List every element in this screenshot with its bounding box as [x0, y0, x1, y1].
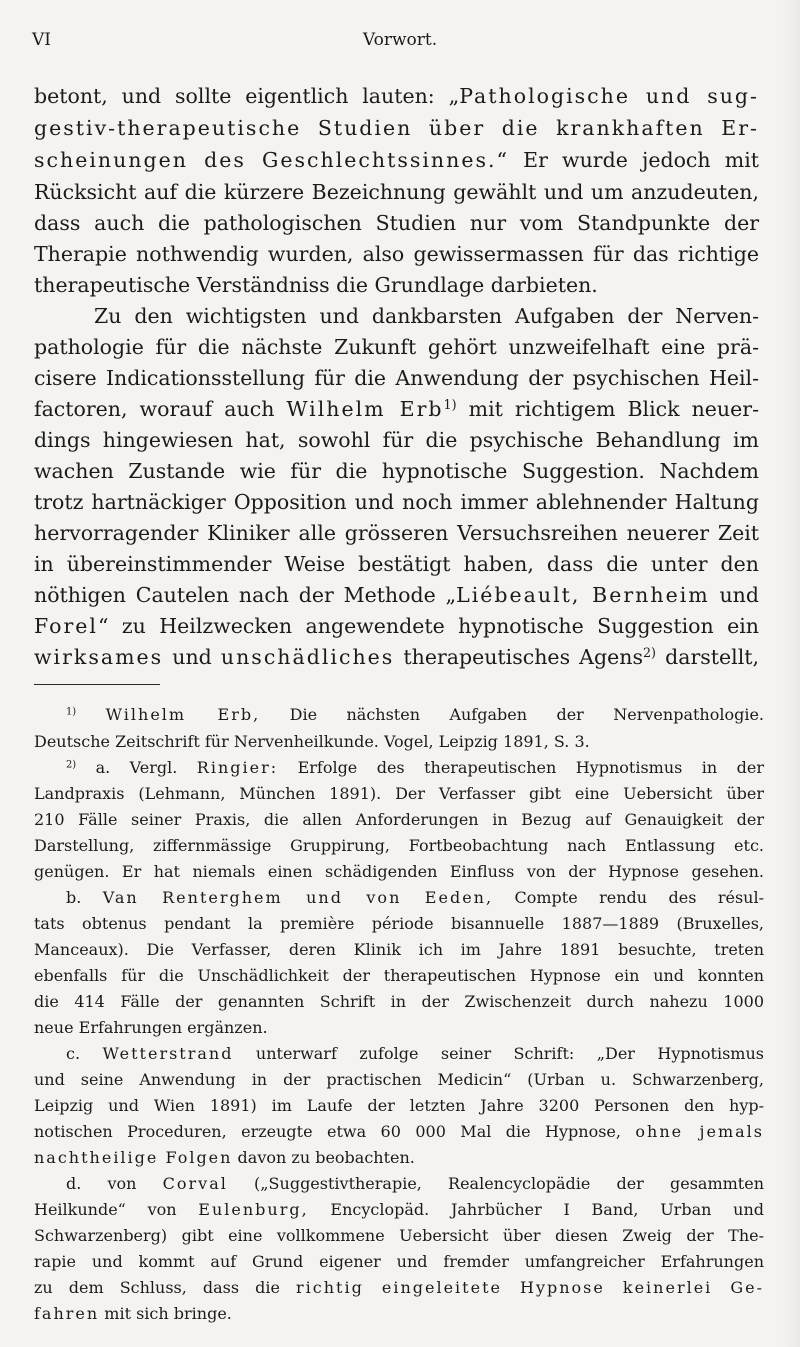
emphasized-phrase: fahren	[34, 1304, 100, 1323]
author-name: Van Renterghem und von Eeden,	[102, 888, 494, 907]
footnote-line: notischen Proceduren, erzeugte etwa 60 000 Mal die Hypnose, ohne jemals	[34, 1122, 764, 1141]
author-name: Liébeault, Bernheim	[456, 583, 710, 607]
page-number: VI	[32, 30, 51, 50]
footnote-line: $^{1)}$ Wilhelm Erb, Die nächsten Aufgaben der Nervenpathologie.	[66, 705, 765, 724]
footnote-line: genügen. Er hat niemals einen schädigenden Einfluss von der Hypnose gesehen.	[34, 862, 764, 881]
footnote-line: neue Erfahrungen ergänzen.	[34, 1018, 268, 1037]
footnote-line: zu dem Schluss, dass die richtig eingeleitete Hypnose keinerlei Ge-	[34, 1278, 764, 1297]
footnote-line: Heilkunde“ von Eulenburg, Encyclopäd. Jahrbücher I Band, Urban und	[34, 1200, 764, 1219]
footnote-line: $^{2)}$ a. Vergl. Ringier: Erfolge des therapeutischen Hypnotismus in der	[66, 758, 765, 777]
footnote-line: nachtheilige Folgen davon zu beobachten.	[34, 1148, 415, 1167]
author-name: Wetterstrand	[102, 1044, 234, 1063]
emphasized-title: scheinungen des Geschlechtssinnes.“	[34, 148, 509, 172]
body-line: in übereinstimmender Weise bestätigt haben, dass die unter den	[34, 552, 759, 576]
footnote-line: Darstellung, ziffernmässige Gruppirung, Fortbeobachtung nach Entlassung etc.	[34, 836, 764, 855]
body-line: Rücksicht auf die kürzere Bezeichnung gewählt und um anzudeuten,	[34, 180, 759, 204]
author-name: Ringier:	[196, 758, 279, 777]
author-name: Eulenburg,	[198, 1200, 309, 1219]
footnote-ref: 1)	[443, 397, 457, 413]
body-line: dass auch die pathologischen Studien nur vom Standpunkte der	[34, 211, 759, 235]
body-line: betont, und sollte eigentlich lauten: „Pathologische und sug-	[34, 84, 759, 108]
body-line: wirksames und unschädliches therapeutisches Agens$^{2)}$ darstellt,	[34, 645, 760, 669]
body-line: scheinungen des Geschlechtssinnes.“ Er wurde jedoch mit	[34, 148, 759, 172]
footnote-line: 210 Fälle seiner Praxis, die allen Anforderungen in Bezug auf Genauigkeit der	[34, 810, 764, 829]
footnote-marker: 2)	[66, 759, 77, 771]
footnote-line: die 414 Fälle der genannten Schrift in der Zwischenzeit durch nahezu 1000	[34, 992, 764, 1011]
emphasized-phrase: nachtheilige Folgen	[34, 1148, 233, 1167]
author-name: Wilhelm Erb	[286, 397, 444, 421]
body-line: gestiv-therapeutische Studien über die krankhaften Er-	[34, 116, 759, 140]
footnote-line: tats obtenus pendant la première période bisannuelle 1887—1889 (Bruxelles,	[34, 914, 764, 933]
body-line: pathologie für die nächste Zukunft gehört unzweifelhaft eine prä-	[34, 335, 759, 359]
footnote-separator	[34, 684, 160, 685]
emphasized-word: wirksames	[34, 645, 164, 669]
footnote-line: b. Van Renterghem und von Eeden, Compte rendu des résul-	[66, 888, 764, 907]
footnote-line: Landpraxis (Lehmann, München 1891). Der Verfasser gibt eine Uebersicht über	[34, 784, 764, 803]
body-line: wachen Zustande wie für die hypnotische Suggestion. Nachdem	[34, 459, 759, 483]
footnote-line: d. von Corval („Suggestivtherapie, Realencyclopädie der gesammten	[66, 1174, 764, 1193]
running-head: Vorwort.	[362, 30, 438, 50]
page-header	[32, 30, 768, 56]
body-line: factoren, worauf auch Wilhelm Erb$^{1)}$ mit richtigem Blick neuer-	[34, 397, 759, 421]
body-line: Zu den wichtigsten und dankbarsten Aufgaben der Nerven-	[94, 304, 759, 328]
footnote-line: c. Wetterstrand unterwarf zufolge seiner Schrift: „Der Hypnotismus	[66, 1044, 764, 1063]
emphasized-phrase: richtig eingeleitete Hypnose keinerlei Ge-	[296, 1278, 764, 1297]
body-line: dings hingewiesen hat, sowohl für die psychische Behandlung im	[34, 428, 759, 452]
footnote-line: rapie und kommt auf Grund eigener und fremder umfangreicher Erfahrungen	[34, 1252, 764, 1271]
footnote-line: Deutsche Zeitschrift für Nervenheilkunde. Vogel, Leipzig 1891, S. 3.	[34, 732, 590, 751]
emphasized-title: Pathologische und sug-	[459, 84, 759, 108]
footnote-line: Leipzig und Wien 1891) im Laufe der letzten Jahre 3200 Personen den hyp-	[34, 1096, 764, 1115]
body-line: nöthigen Cautelen nach der Methode „Liébeault, Bernheim und	[34, 583, 760, 607]
body-line: therapeutische Verständniss die Grundlage darbieten.	[34, 273, 598, 297]
body-line: trotz hartnäckiger Opposition und noch immer ablehnender Haltung	[34, 490, 759, 514]
footnote-line: Schwarzenberg) gibt eine vollkommene Uebersicht über diesen Zweig der The-	[34, 1226, 764, 1245]
emphasized-word: unschädliches	[220, 645, 395, 669]
body-line: cisere Indicationsstellung für die Anwendung der psychischen Heil-	[34, 366, 759, 390]
author-name: Forel	[34, 614, 98, 638]
footnote-line: ebenfalls für die Unschädlichkeit der therapeutischen Hypnose ein und konnten	[34, 966, 764, 985]
footnote-ref: 2)	[642, 645, 657, 661]
body-line: hervorragender Kliniker alle grösseren Versuchsreihen neuerer Zeit	[34, 521, 759, 545]
footnote-line: Manceaux). Die Verfasser, deren Klinik ich im Jahre 1891 besuchte, treten	[34, 940, 764, 959]
footnote-line: und seine Anwendung in der practischen Medicin“ (Urban u. Schwarzenberg,	[34, 1070, 764, 1089]
footnote-line: fahren mit sich bringe.	[34, 1304, 232, 1323]
body-line: Forel“ zu Heilzwecken angewendete hypnotische Suggestion ein	[34, 614, 759, 638]
emphasized-phrase: ohne jemals	[635, 1122, 764, 1141]
author-name: Wilhelm Erb,	[105, 705, 261, 724]
footnote-marker: 1)	[66, 706, 77, 718]
author-name: Corval	[162, 1174, 228, 1193]
body-line: Therapie nothwendig wurden, also gewissermassen für das richtige	[34, 242, 759, 266]
